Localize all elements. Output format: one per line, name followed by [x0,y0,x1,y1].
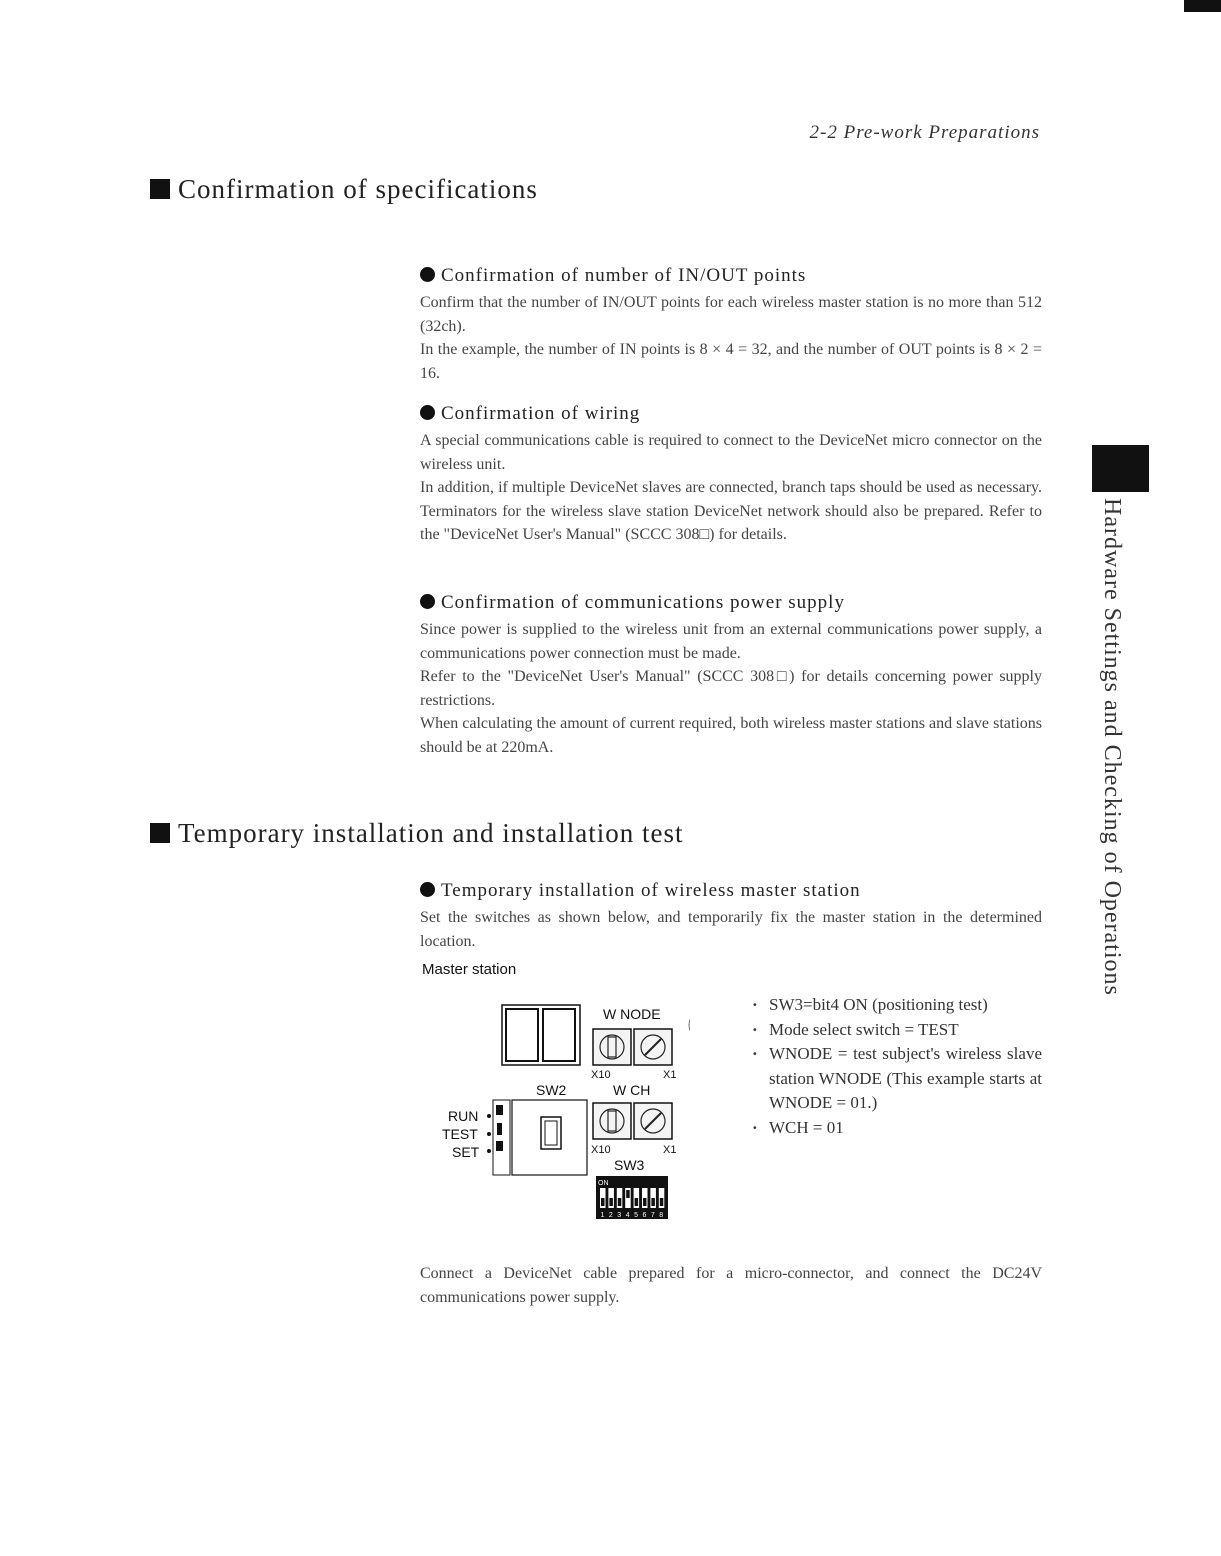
paragraph: A special communications cable is required to connect to the DeviceNet micro connector on the wireless unit. [420,432,1042,473]
paragraph: Confirm that the number of IN/OUT points for each wireless master station is no more than 512 (32ch). [420,294,1042,335]
paragraph: Set the switches as shown below, and temporarily fix the master station in the determined location. [420,909,1042,950]
dip-switch-knob [601,1198,605,1206]
subsection-heading [420,592,1042,614]
section-title-specifications [150,174,538,205]
subsection-heading [420,265,1042,287]
section-title-installation [150,818,684,849]
wch-x1-label: X1 [663,1144,677,1156]
wnode-rotary-switches [593,1029,672,1065]
subsection-heading-text: Confirmation of number of IN/OUT points [441,265,807,286]
bullet-dot-icon [420,405,435,420]
bullet-dot-icon [420,882,435,897]
mode-set-label: SET [452,1144,480,1160]
subsection-heading-text: Confirmation of communications power supply [441,592,845,613]
subsection-heading [420,403,1042,425]
mode-test-label: TEST [442,1126,478,1142]
dip-switch-knob [626,1190,630,1198]
dip-switch-knob [660,1198,664,1206]
footer-paragraph: Connect a DeviceNet cable prepared for a micro-connector, and connect the DC24V communications power supply. [420,1265,1042,1306]
dip-switch-sw3 [596,1176,668,1219]
wch-rotary-switches [593,1103,672,1139]
dip-switch-number: 6 [642,1212,647,1219]
dip-switch-knob [635,1198,639,1206]
note-item: · WNODE = test subject's wireless slave station WNODE (This example starts at WNODE = 01.) [752,1042,1042,1116]
wch-label: W CH [613,1082,651,1098]
dip-on-label: ON [598,1180,609,1187]
note-item: · WCH = 01 [752,1116,1042,1141]
paragraph: Since power is supplied to the wireless unit from an external communications power supply, a communications power connection must be made. [420,621,1042,662]
note-item: · Mode select switch = TEST [752,1018,1042,1043]
paragraph: In the example, the number of IN points is 8 × 4 = 32, and the number of OUT points is 8 × 2 = 16. [420,341,1042,382]
master-station-diagram [440,995,690,1225]
dip-switch-knob [609,1198,613,1206]
switch-settings-notes [752,993,1042,1140]
ground-symbol-icon [689,1011,690,1039]
dip-switch-number: 8 [659,1212,664,1219]
mode-select-switch [487,1100,510,1175]
black-square-icon [150,823,170,843]
bullet-dot-icon [420,267,435,282]
wnode-label: W NODE [603,1006,661,1022]
bullet-dot-icon [420,594,435,609]
chapter-tab-marker [1092,445,1149,492]
wch-x10-label: X10 [591,1144,611,1156]
subsection-power-supply [420,592,1042,759]
diagram-label: Master station [422,961,517,978]
dip-switch-number: 5 [634,1212,639,1219]
mode-run-label: RUN [448,1108,479,1124]
corner-registration-mark [1184,0,1221,12]
sw2-label: SW2 [536,1082,567,1098]
dip-switch-number: 4 [625,1212,630,1219]
dip-switch-knob [618,1198,622,1206]
subsection-heading [420,880,1042,902]
section-title-text: Temporary installation and installation test [178,818,684,848]
dip-switch-number: 3 [617,1212,622,1219]
paragraph: Refer to the "DeviceNet User's Manual" (SCCC 308□) for details concerning power supply restrictions. [420,668,1042,709]
sw3-label: SW3 [614,1157,645,1173]
subsection-heading-text: Confirmation of wiring [441,403,641,424]
running-header: 2-2 Pre-work Preparations [809,122,1040,143]
dip-switch-knob [643,1198,647,1206]
subsection-temporary-installation [420,880,1042,953]
subsection-io-points [420,265,1042,385]
black-square-icon [150,179,170,199]
antenna-housing [502,1005,580,1065]
wnode-x10-label: X10 [591,1069,611,1081]
paragraph: In addition, if multiple DeviceNet slaves are connected, branch taps should be used as necessary. Terminators for the wireless slave station DeviceNet network should also be prepared. Refer to the "DeviceNet User's Manual" (SCCC 308□) for details. [420,479,1042,543]
subsection-heading-text: Temporary installation of wireless master station [441,880,861,901]
dip-switch-number: 7 [650,1212,655,1219]
subsection-wiring [420,403,1042,547]
chapter-side-title: Hardware Settings and Checking of Operations [1099,498,1125,996]
note-item: · SW3=bit4 ON (positioning test) [752,993,1042,1018]
dip-switch-number: 1 [600,1212,605,1219]
base-unit [512,1100,587,1175]
dip-switch-knob [651,1198,655,1206]
paragraph: When calculating the amount of current required, both wireless master stations and slave stations should be at 220mA. [420,715,1042,756]
dip-switch-number: 2 [608,1212,613,1219]
wnode-x1-label: X1 [663,1069,677,1081]
section-title-text: Confirmation of specifications [178,174,538,204]
